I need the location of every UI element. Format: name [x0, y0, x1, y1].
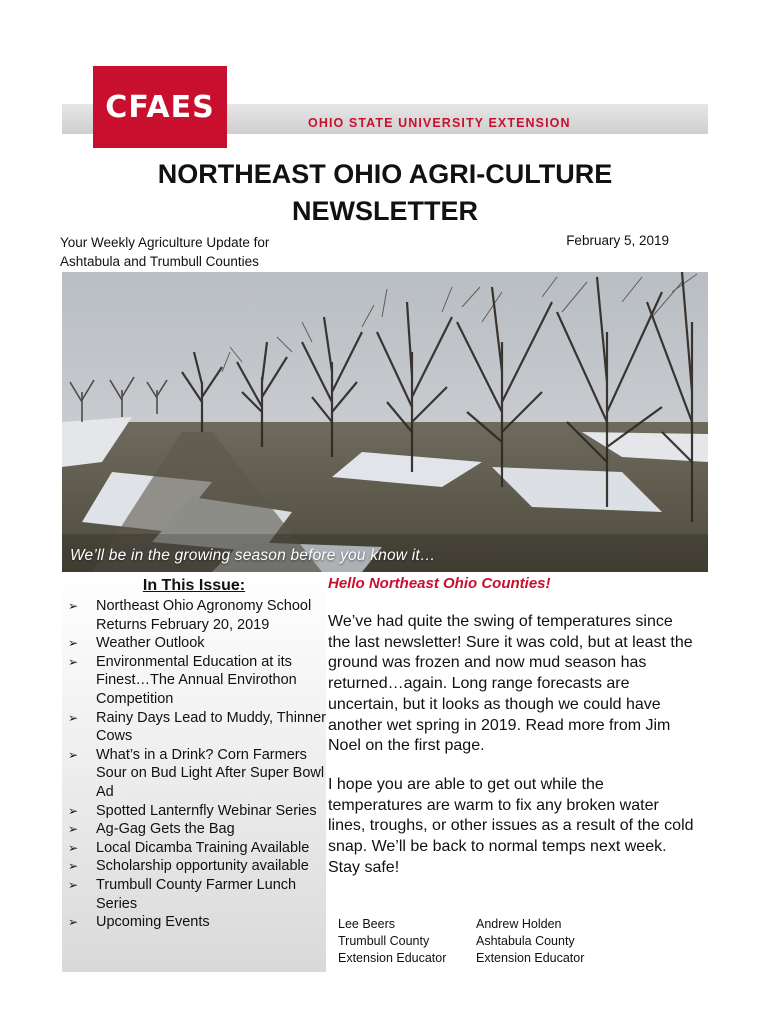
intro-paragraph: We’ve had quite the swing of temperatures since the last newsletter! Sure it was cold, but at least the ground was frozen and now mud season has returned…again. Long range forecasts are uncertain, but it looks as though we could have another wet spring in 2019. Read more from Jim Noel on the first page.	[328, 613, 693, 755]
arrow-bullet-icon: ➢	[68, 654, 79, 669]
newsletter-title	[62, 156, 708, 230]
signature-role: Extension Educator	[476, 951, 585, 965]
issue-item: ➢ Environmental Education at its Finest…The Annual Envirothon Competition	[68, 653, 297, 707]
photo-caption: We’ll be in the growing season before you know it…	[70, 547, 436, 564]
issue-item: ➢ What’s in a Drink? Corn Farmers Sour on Bud Light After Super Bowl Ad	[68, 746, 325, 800]
signature-name: Andrew Holden	[476, 917, 562, 931]
signature-county: Trumbull County	[338, 934, 430, 948]
greeting-heading: Hello Northeast Ohio Counties!	[328, 575, 551, 592]
arrow-bullet-icon: ➢	[68, 915, 79, 930]
issue-item: ➢ Northeast Ohio Agronomy School Returns February 20, 2019	[68, 598, 312, 633]
issue-item: ➢ Scholarship opportunity available	[68, 858, 309, 875]
issue-date: February 5, 2019	[566, 233, 669, 248]
arrow-bullet-icon: ➢	[68, 859, 79, 874]
arrow-bullet-icon: ➢	[68, 747, 79, 762]
org-name: OHIO STATE UNIVERSITY EXTENSION	[308, 116, 571, 130]
issue-item: ➢ Ag-Gag Gets the Bag	[68, 821, 235, 838]
tagline-line-1: Your Weekly Agriculture Update for	[60, 235, 270, 250]
orchard-photo	[62, 272, 708, 572]
logo-text: CFAES	[105, 89, 215, 125]
issue-list	[66, 597, 328, 932]
cfaes-logo	[93, 66, 227, 148]
arrow-bullet-icon: ➢	[68, 822, 79, 837]
closing-paragraph: I hope you are able to get out while the temperatures are warm to fix any broken water lines, troughs, or other issues as a result of the cold snap. We’ll be back to normal temps next week. Stay safe!	[328, 776, 694, 876]
arrow-bullet-icon: ➢	[68, 803, 79, 818]
in-this-issue-heading: In This Issue:	[142, 577, 246, 594]
issue-item: ➢ Spotted Lanternfly Webinar Series	[68, 802, 317, 819]
arrow-bullet-icon: ➢	[68, 636, 79, 651]
signature-name: Lee Beers	[338, 917, 395, 931]
title-line-1: NORTHEAST OHIO AGRI-CULTURE	[157, 159, 613, 189]
title-line-2: NEWSLETTER	[292, 196, 478, 226]
signature-county: Ashtabula County	[476, 934, 575, 948]
arrow-bullet-icon: ➢	[68, 599, 79, 613]
signature-block	[338, 916, 446, 967]
issue-item: ➢ Weather Outlook	[68, 635, 205, 652]
signature-role: Extension Educator	[338, 951, 447, 965]
arrow-bullet-icon: ➢	[68, 840, 79, 855]
issue-item: ➢ Local Dicamba Training Available	[68, 839, 310, 856]
issue-item: ➢ Upcoming Events	[68, 914, 210, 931]
arrow-bullet-icon: ➢	[68, 710, 79, 725]
tagline	[60, 233, 269, 271]
arrow-bullet-icon: ➢	[68, 877, 79, 892]
issue-item: ➢ Trumbull County Farmer Lunch Series	[68, 876, 297, 912]
issue-item: ➢ Rainy Days Lead to Muddy, Thinner Cows	[68, 709, 326, 745]
signature-block	[476, 916, 584, 967]
tagline-line-2: Ashtabula and Trumbull Counties	[60, 254, 259, 269]
